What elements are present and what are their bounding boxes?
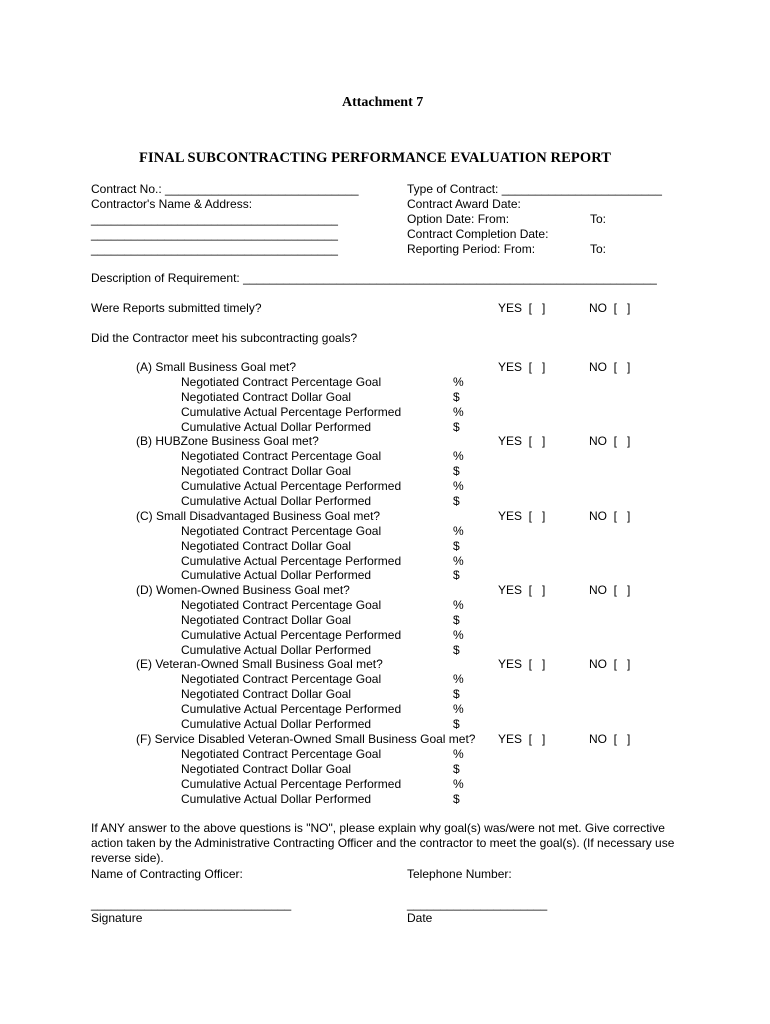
- goal-a-item-symbol: $: [453, 390, 460, 404]
- goal-b-item-symbol: $: [453, 464, 460, 478]
- document-title: FINAL SUBCONTRACTING PERFORMANCE EVALUATION REPORT: [139, 150, 612, 166]
- address-line-2: _____________________________________: [91, 227, 338, 241]
- reports-yes-checkbox[interactable]: YES [ ]: [498, 301, 546, 315]
- goal-b-item-label: Negotiated Contract Dollar Goal: [181, 464, 352, 478]
- goal-c-item-symbol: %: [453, 524, 464, 538]
- goal-a-item-symbol: %: [453, 375, 464, 389]
- goal-b-no-checkbox[interactable]: NO [ ]: [589, 434, 631, 448]
- goal-c-item-label: Negotiated Contract Dollar Goal: [181, 539, 352, 553]
- goal-e-item-symbol: %: [453, 702, 464, 716]
- reporting-period-to-label: To:: [590, 242, 607, 256]
- option-date-to-label: To:: [590, 212, 607, 226]
- goal-b-item-label: Cumulative Actual Percentage Performed: [181, 479, 402, 493]
- goal-a-item-label: Cumulative Actual Dollar Performed: [181, 420, 372, 434]
- goal-f-item-symbol: %: [453, 747, 464, 761]
- goal-a-label: (A) Small Business Goal met?: [136, 360, 297, 374]
- goal-e-item-label: Cumulative Actual Percentage Performed: [181, 702, 402, 716]
- goal-e-item-symbol: $: [453, 717, 460, 731]
- option-date-from-label: Option Date: From:: [407, 212, 510, 226]
- goal-c-item-symbol: $: [453, 568, 460, 582]
- date-line: _____________________: [407, 897, 548, 911]
- goal-d-item-symbol: $: [453, 643, 460, 657]
- goal-f-label: (F) Service Disabled Veteran-Owned Small Business Goal met?: [136, 732, 476, 746]
- description-of-requirement-field: Description of Requirement: ______________________________________________________________: [91, 271, 657, 285]
- goal-e-item-label: Negotiated Contract Dollar Goal: [181, 687, 352, 701]
- goal-a-item-label: Negotiated Contract Dollar Goal: [181, 390, 352, 404]
- goal-d-yes-checkbox[interactable]: YES [ ]: [498, 583, 546, 597]
- telephone-number-label: Telephone Number:: [407, 867, 512, 881]
- goal-e-item-label: Cumulative Actual Dollar Performed: [181, 717, 372, 731]
- goal-b-item-symbol: %: [453, 479, 464, 493]
- goal-a-item-symbol: $: [453, 420, 460, 434]
- goal-b-label: (B) HUBZone Business Goal met?: [136, 434, 319, 448]
- goal-e-label: (E) Veteran-Owned Small Business Goal met?: [136, 657, 383, 671]
- address-line-3: _____________________________________: [91, 242, 338, 256]
- goal-e-item-symbol: $: [453, 687, 460, 701]
- goal-d-item-label: Cumulative Actual Dollar Performed: [181, 643, 372, 657]
- goal-b-item-label: Negotiated Contract Percentage Goal: [181, 449, 382, 463]
- goal-c-item-label: Negotiated Contract Percentage Goal: [181, 524, 382, 538]
- goal-c-item-label: Cumulative Actual Dollar Performed: [181, 568, 372, 582]
- contract-completion-date-label: Contract Completion Date:: [407, 227, 549, 241]
- goal-d-item-label: Cumulative Actual Percentage Performed: [181, 628, 402, 642]
- reports-submitted-question: Were Reports submitted timely?: [91, 301, 262, 315]
- goal-f-item-label: Negotiated Contract Dollar Goal: [181, 762, 352, 776]
- contracting-officer-label: Name of Contracting Officer:: [91, 867, 243, 881]
- contractor-name-address-label: Contractor's Name & Address:: [91, 197, 253, 211]
- goal-a-yes-checkbox[interactable]: YES [ ]: [498, 360, 546, 374]
- goal-d-item-label: Negotiated Contract Percentage Goal: [181, 598, 382, 612]
- goal-e-yes-checkbox[interactable]: YES [ ]: [498, 657, 546, 671]
- contract-award-date-label: Contract Award Date:: [407, 197, 521, 211]
- goal-a-item-label: Cumulative Actual Percentage Performed: [181, 405, 402, 419]
- goal-f-item-label: Cumulative Actual Dollar Performed: [181, 792, 372, 806]
- contract-no-field: Contract No.: _____________________________: [91, 182, 359, 196]
- goal-d-no-checkbox[interactable]: NO [ ]: [589, 583, 631, 597]
- goal-f-item-symbol: $: [453, 792, 460, 806]
- goal-c-no-checkbox[interactable]: NO [ ]: [589, 509, 631, 523]
- goal-c-item-symbol: %: [453, 554, 464, 568]
- goal-d-item-symbol: %: [453, 628, 464, 642]
- goal-f-item-label: Negotiated Contract Percentage Goal: [181, 747, 382, 761]
- goal-f-item-symbol: %: [453, 777, 464, 791]
- goal-a-item-symbol: %: [453, 405, 464, 419]
- goal-b-item-label: Cumulative Actual Dollar Performed: [181, 494, 372, 508]
- goal-d-item-symbol: %: [453, 598, 464, 612]
- explanation-paragraph: If ANY answer to the above questions is "NO", please explain why goal(s) was/were not met. Give corrective action taken by the Administrative Contracting Officer and the contractor to meet the goal(s). (If necessary use reverse side).: [91, 821, 675, 865]
- goal-f-yes-checkbox[interactable]: YES [ ]: [498, 732, 546, 746]
- goal-e-no-checkbox[interactable]: NO [ ]: [589, 657, 631, 671]
- goal-f-no-checkbox[interactable]: NO [ ]: [589, 732, 631, 746]
- goal-a-no-checkbox[interactable]: NO [ ]: [589, 360, 631, 374]
- goal-b-yes-checkbox[interactable]: YES [ ]: [498, 434, 546, 448]
- goal-c-item-label: Cumulative Actual Percentage Performed: [181, 554, 402, 568]
- date-label: Date: [407, 911, 433, 925]
- reports-no-checkbox[interactable]: NO [ ]: [589, 301, 631, 315]
- goal-c-item-symbol: $: [453, 539, 460, 553]
- goal-b-item-symbol: %: [453, 449, 464, 463]
- goal-d-item-symbol: $: [453, 613, 460, 627]
- goal-e-item-label: Negotiated Contract Percentage Goal: [181, 672, 382, 686]
- goal-f-item-symbol: $: [453, 762, 460, 776]
- reporting-period-from-label: Reporting Period: From:: [407, 242, 536, 256]
- goal-e-item-symbol: %: [453, 672, 464, 686]
- goal-f-item-label: Cumulative Actual Percentage Performed: [181, 777, 402, 791]
- goal-d-label: (D) Women-Owned Business Goal met?: [136, 583, 350, 597]
- goal-d-item-label: Negotiated Contract Dollar Goal: [181, 613, 352, 627]
- signature-line: ______________________________: [91, 897, 292, 911]
- attachment-label: Attachment 7: [342, 95, 424, 110]
- goal-b-item-symbol: $: [453, 494, 460, 508]
- type-of-contract-field: Type of Contract: ________________________: [407, 182, 662, 196]
- signature-label: Signature: [91, 911, 143, 925]
- goal-a-item-label: Negotiated Contract Percentage Goal: [181, 375, 382, 389]
- goal-c-yes-checkbox[interactable]: YES [ ]: [498, 509, 546, 523]
- goals-question: Did the Contractor meet his subcontracting goals?: [91, 331, 358, 345]
- address-line-1: _____________________________________: [91, 212, 338, 226]
- goal-c-label: (C) Small Disadvantaged Business Goal met?: [136, 509, 381, 523]
